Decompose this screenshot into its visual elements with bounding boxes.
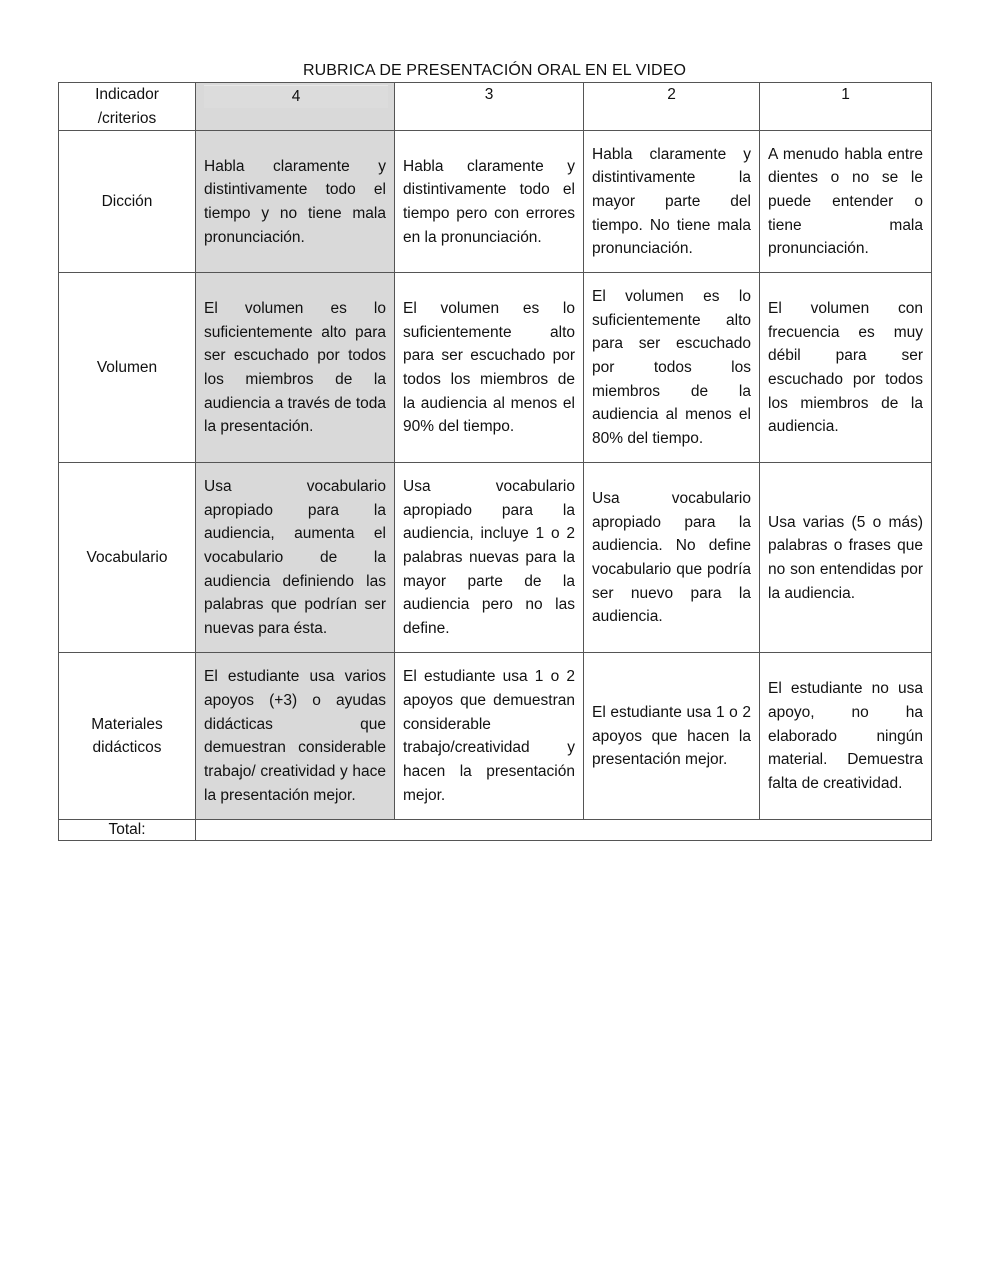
criterion-diccion: Dicción: [59, 131, 196, 273]
table-row: [59, 463, 932, 653]
header-criterion-label: Indicador /criterios: [95, 86, 159, 127]
volumen-level-1: El volumen con frecuencia es muy débil para ser escuchado por todos los miembros de la audiencia.: [760, 273, 932, 463]
vocabulario-level-1: Usa varias (5 o más) palabras o frases que no son entendidas por la audiencia.: [760, 463, 932, 653]
diccion-level-1: A menudo habla entre dientes o no se le puede entender o tiene mala pronunciación.: [760, 131, 932, 273]
materiales-level-3: El estudiante usa 1 o 2 apoyos que demuestran considerable trabajo/creatividad y hacen la presentación mejor.: [395, 653, 584, 820]
total-row: [59, 820, 932, 841]
materiales-level-1: El estudiante no usa apoyo, no ha elaborado ningún material. Demuestra falta de creatividad.: [760, 653, 932, 820]
header-level-3: 3: [395, 83, 584, 131]
criterion-volumen: Volumen: [59, 273, 196, 463]
materiales-level-2: El estudiante usa 1 o 2 apoyos que hacen la presentación mejor.: [584, 653, 760, 820]
header-level-4: [196, 83, 395, 131]
header-level-2: 2: [584, 83, 760, 131]
vocabulario-level-2: Usa vocabulario apropiado para la audiencia. No define vocabulario que podría ser nuevo para la audiencia.: [584, 463, 760, 653]
volumen-level-4: El volumen es lo suficientemente alto para ser escuchado por todos los miembros de la audiencia a través de toda la presentación.: [196, 273, 395, 463]
vocabulario-level-4: Usa vocabulario apropiado para la audiencia, aumenta el vocabulario de la audiencia definiendo las palabras que podrían ser nuevas para ésta.: [196, 463, 395, 653]
diccion-level-3: Habla claramente y distintivamente todo el tiempo pero con errores en la pronunciación.: [395, 131, 584, 273]
header-level-4-label: 4: [204, 85, 388, 108]
volumen-level-3: El volumen es lo suficientemente alto para ser escuchado por todos los miembros de la audiencia al menos el 90% del tiempo.: [395, 273, 584, 463]
total-label: Total:: [59, 820, 196, 841]
table-row: [59, 653, 932, 820]
rubric-table: [58, 82, 932, 841]
page-title: RUBRICA DE PRESENTACIÓN ORAL EN EL VIDEO: [302, 62, 687, 79]
diccion-level-4: Habla claramente y distintivamente todo el tiempo y no tiene mala pronunciación.: [196, 131, 395, 273]
table-row: [59, 273, 932, 463]
header-row: [59, 83, 932, 131]
header-level-1: 1: [760, 83, 932, 131]
total-value-cell: [196, 820, 932, 841]
vocabulario-level-3: Usa vocabulario apropiado para la audiencia, incluye 1 o 2 palabras nuevas para la mayor parte de la audiencia pero no las define.: [395, 463, 584, 653]
table-row: [59, 131, 932, 273]
diccion-level-2: Habla claramente y distintivamente la mayor parte del tiempo. No tiene mala pronunciación.: [584, 131, 760, 273]
materiales-level-4: El estudiante usa varios apoyos (+3) o ayudas didácticas que demuestran considerable trabajo/ creatividad y hace la presentación mejor.: [196, 653, 395, 820]
criterion-materiales: Materiales didácticos: [59, 653, 196, 820]
criterion-vocabulario: Vocabulario: [59, 463, 196, 653]
volumen-level-2: El volumen es lo suficientemente alto para ser escuchado por todos los miembros de la audiencia al menos el 80% del tiempo.: [584, 273, 760, 463]
header-criterion-cell: [59, 83, 196, 131]
